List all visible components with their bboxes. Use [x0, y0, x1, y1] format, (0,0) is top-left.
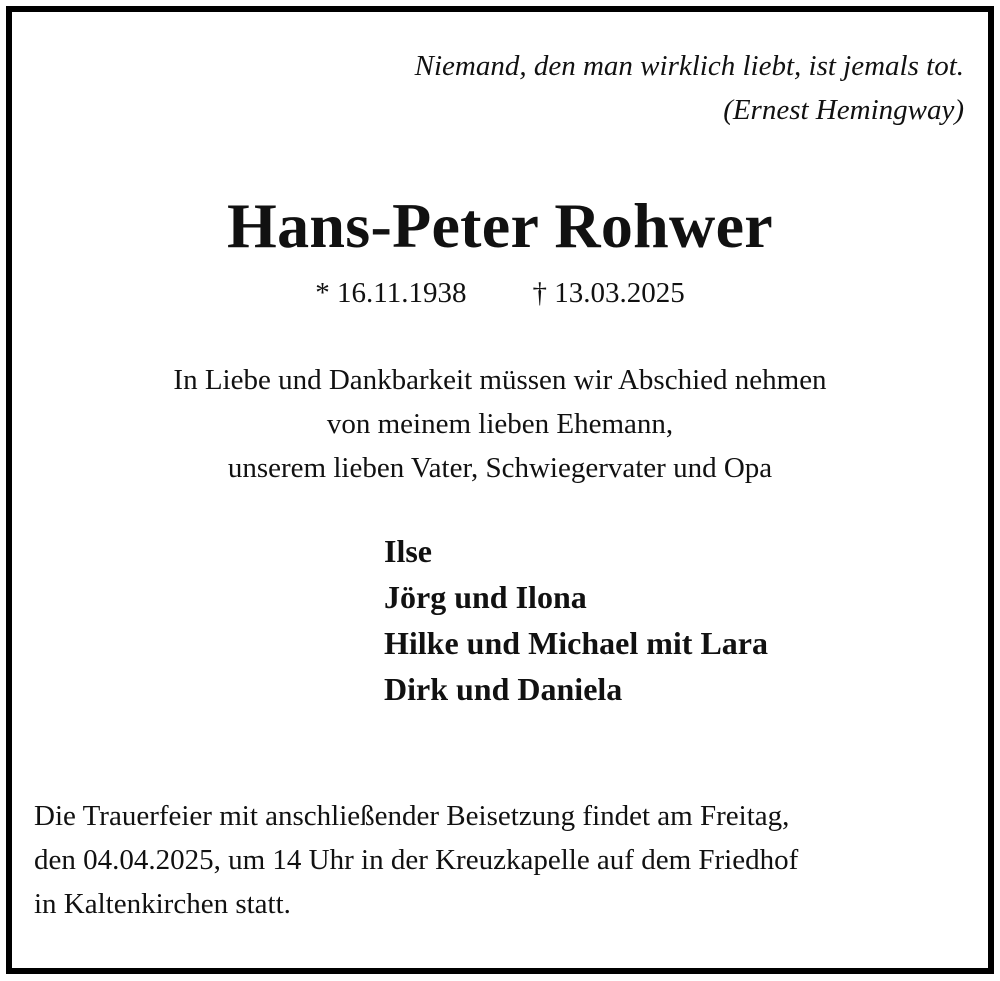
life-dates [0, 273, 1000, 313]
death-date: † 13.03.2025 [532, 277, 685, 309]
mourner-name: Jörg und Ilona [384, 579, 587, 615]
dedication-line: In Liebe und Dankbarkeit müssen wir Abschied nehmen [173, 364, 827, 396]
dedication-line: unserem lieben Vater, Schwiegervater und Opa [227, 452, 773, 484]
quote-text: Niemand, den man wirklich liebt, ist jemals tot. [414, 50, 964, 82]
quote-author: (Ernest Hemingway) [723, 94, 964, 126]
funeral-line: den 04.04.2025, um 14 Uhr in der Kreuzkapelle auf dem Friedhof [34, 844, 799, 876]
funeral-line: Die Trauerfeier mit anschließender Beisetzung findet am Freitag, [34, 800, 790, 832]
mourner-name: Dirk und Daniela [384, 671, 623, 707]
dedication-text [0, 358, 1000, 490]
mourner-name: Hilke und Michael mit Lara [384, 625, 768, 661]
birth-date: * 16.11.1938 [315, 277, 467, 309]
quote-block [415, 44, 964, 132]
funeral-line: in Kaltenkirchen statt. [34, 888, 291, 920]
dedication-line: von meinem lieben Ehemann, [326, 408, 674, 440]
mourners-list [384, 528, 768, 712]
deceased-name: Hans-Peter Rohwer [226, 190, 773, 261]
funeral-notice [34, 794, 954, 926]
mourner-name: Ilse [384, 533, 432, 569]
